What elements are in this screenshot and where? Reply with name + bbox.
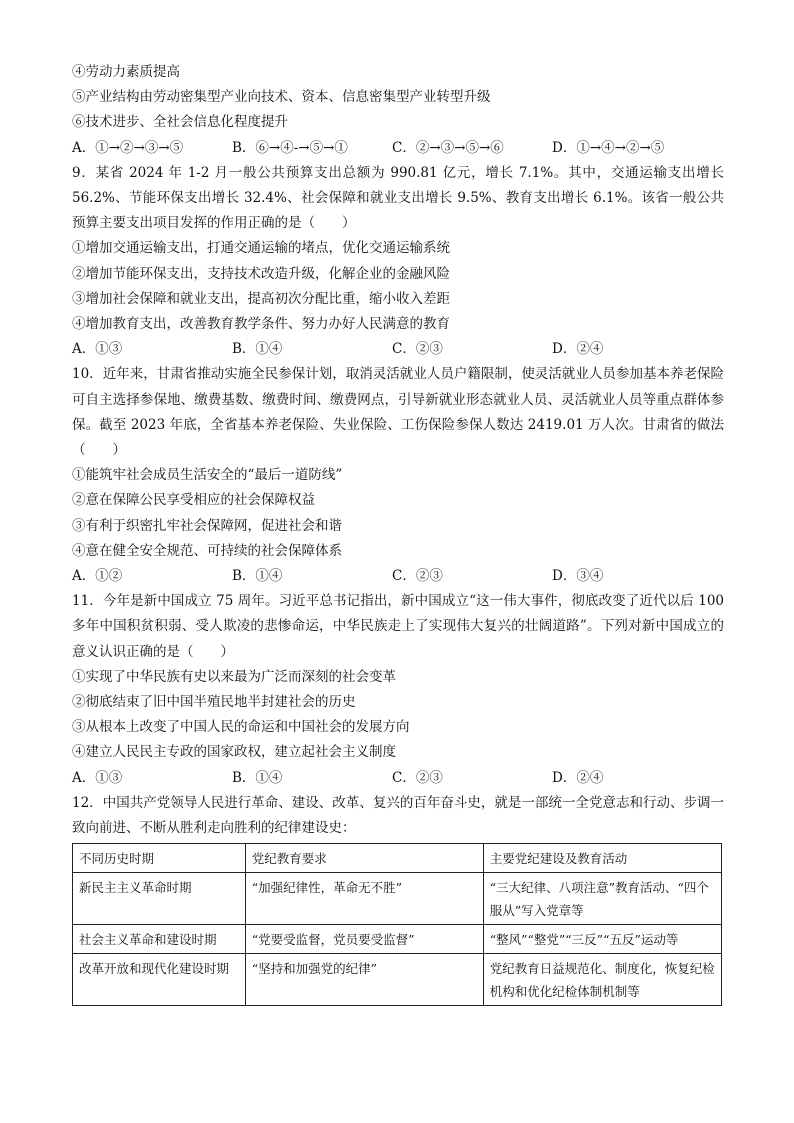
q10-item-4: ④意在健全安全规范、可持续的社会保障体系 <box>72 542 342 559</box>
table-cell: “加强纪律性，革命无不胜” <box>245 873 483 925</box>
q11-item-1: ①实现了中华民族有史以来最为广泛而深刻的社会变革 <box>72 668 396 685</box>
q11-item-4: ④建立人民民主专政的国家政权，建立起社会主义制度 <box>72 744 396 761</box>
q9-item-3: ③增加社会保障和就业支出，提高初次分配比重，缩小收入差距 <box>72 290 450 307</box>
q11-options <box>72 766 724 791</box>
table-header-row <box>73 844 722 873</box>
q8-option-c[interactable]: C．②→③→⑤→⑥ <box>392 139 504 156</box>
q8-item-5: ⑤产业结构由劳动密集型产业向技术、资本、信息密集型产业转型升级 <box>72 89 491 106</box>
q10-item-2: ②意在保障公民享受相应的社会保障权益 <box>72 492 315 509</box>
table-header-cell: 主要党纪建设及教育活动 <box>483 844 721 873</box>
table-cell: “坚持和加强党的纪律” <box>245 954 483 1006</box>
table-cell: “党要受监督，党员要受监督” <box>245 925 483 954</box>
q8-options <box>72 136 724 161</box>
discipline-history-table <box>72 843 722 1006</box>
q9-options <box>72 337 724 362</box>
q8-item-6: ⑥技术进步、全社会信息化程度提升 <box>72 114 288 131</box>
table-row <box>73 925 722 954</box>
q8-item-4: ④劳动力素质提高 <box>72 64 180 80</box>
table-header-cell: 不同历史时期 <box>73 844 246 873</box>
q11-option-b[interactable]: B．①④ <box>232 769 283 786</box>
q10-options <box>72 564 724 589</box>
q11-item-2: ②彻底结束了旧中国半殖民地半封建社会的历史 <box>72 694 356 711</box>
q9-option-a[interactable]: A．①③ <box>72 341 123 358</box>
q11-stem: 11．今年是新中国成立 75 周年。习近平总书记指出，新中国成立“这一伟大事件，彻底改变了近代以后 100 多年中国积贫积弱、受人欺凌的悲惨命运，中华民族走上了实现伟大复兴的壮阔道路”。下列对新中国成立的意义认识正确的是（ ） <box>72 593 724 660</box>
q8-option-b[interactable]: B．⑥→④-→⑤→① <box>232 139 348 156</box>
table-cell: 新民主主义革命时期 <box>73 873 246 925</box>
q10-option-c[interactable]: C．②③ <box>392 568 443 585</box>
q9-option-d[interactable]: D．②④ <box>552 341 604 358</box>
q11-option-a[interactable]: A．①③ <box>72 769 123 786</box>
table-cell: “三大纪律、八项注意”教育活动、“四个服从”写入党章等 <box>483 873 721 925</box>
q9-item-4: ④增加教育支出，改善教育教学条件、努力办好人民满意的教育 <box>72 316 450 333</box>
table-header-cell: 党纪教育要求 <box>245 844 483 873</box>
q9-option-c[interactable]: C．②③ <box>392 341 443 358</box>
table-cell: 党纪教育日益规范化、制度化，恢复纪检机构和优化纪检体制机制等 <box>483 954 721 1006</box>
q9-option-b[interactable]: B．①④ <box>232 341 283 358</box>
q10-option-b[interactable]: B．①④ <box>232 568 283 585</box>
q10-stem: 10．近年来，甘肃省推动实施全民参保计划，取消灵活就业人员户籍限制，使灵活就业人员参加基本养老保险可自主选择参保地、缴费基数、缴费时间、缴费网点，引导新就业形态就业人员、灵活就业人员等重点群体参保。截至 2023 年底，全省基本养老保险、失业保险、工伤保险参保人数达 2419.01 万人次。甘肃省的做法（ ） <box>72 366 724 459</box>
q12-stem: 12．中国共产党领导人民进行革命、建设、改革、复兴的百年奋斗史，就是一部统一全党意志和行动、步调一致向前进、不断从胜利走向胜利的纪律建设史： <box>72 794 724 837</box>
q9-stem: 9．某省 2024 年 1-2 月一般公共预算支出总额为 990.81 亿元，增长 7.1%。其中，交通运输支出增长 56.2%、节能环保支出增长 32.4%、社会保障和就业支出增长 9.5%、教育支出增长 6.1%。该省一般公共预算主要支出项目发挥的作用正确的是（ ） <box>72 164 724 232</box>
table-cell: 社会主义革命和建设时期 <box>73 925 246 954</box>
q11-item-3: ③从根本上改变了中国人民的命运和中国社会的发展方向 <box>72 719 410 736</box>
q10-item-3: ③有利于织密扎牢社会保障网，促进社会和谐 <box>72 517 342 534</box>
q9-item-1: ①增加交通运输支出，打通交通运输的堵点，优化交通运输系统 <box>72 240 450 257</box>
exam-page <box>72 60 724 1006</box>
q8-option-a[interactable]: A．①→②→③→⑤ <box>72 139 184 156</box>
q11-option-d[interactable]: D．②④ <box>552 769 604 786</box>
q8-option-d[interactable]: D．①→④→②→⑤ <box>552 139 665 156</box>
q10-option-d[interactable]: D．③④ <box>552 568 604 585</box>
table-row <box>73 954 722 1006</box>
table-cell: “整风”“整党”“三反”“五反”运动等 <box>483 925 721 954</box>
q10-option-a[interactable]: A．①② <box>72 568 123 585</box>
table-row <box>73 873 722 925</box>
q10-item-1: ①能筑牢社会成员生活安全的“最后一道防线” <box>72 467 343 484</box>
table-cell: 改革开放和现代化建设时期 <box>73 954 246 1006</box>
q9-item-2: ②增加节能环保支出，支持技术改造升级，化解企业的金融风险 <box>72 265 450 282</box>
q11-option-c[interactable]: C．②③ <box>392 769 443 786</box>
